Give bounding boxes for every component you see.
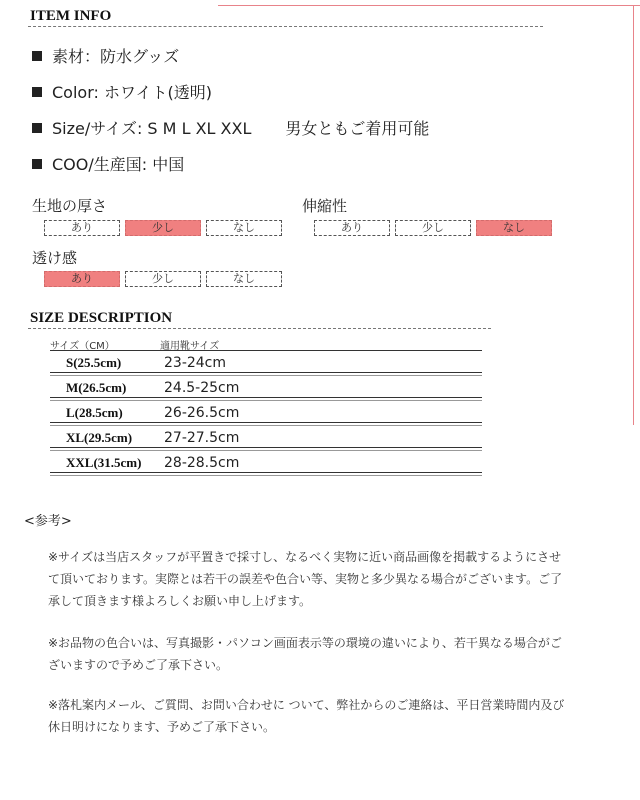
thickness-label: 生地の厚さ xyxy=(32,197,108,215)
size-cell: XL(29.5cm) xyxy=(66,430,133,445)
shoe-size-cell: 26-26.5cm xyxy=(164,405,240,421)
info-row-origin: COO/生産国: 中国 xyxy=(32,152,184,175)
size-table-row xyxy=(50,452,482,477)
size-table-row xyxy=(50,352,482,377)
size-table-row xyxy=(50,377,482,402)
size-description-divider xyxy=(28,328,491,329)
transparency-option-none: なし xyxy=(206,271,282,287)
stretch-option-little: 少し xyxy=(395,220,471,236)
info-row-material: 素材：防水グッズ xyxy=(32,44,179,67)
stretch-label: 伸縮性 xyxy=(302,197,348,215)
bullet-icon xyxy=(32,123,42,133)
reference-note-sizing: ※サイズは当店スタッフが平置きで採寸し、なるべく実物に近い商品画像を掲載するようにさせて頂いております。実際とは若干の誤差や色合い等、実物と多少異なる場合がございます。ご了承して頂きます様よろしくお願い申し上げます。 xyxy=(48,550,563,608)
thickness-option-none: なし xyxy=(206,220,282,236)
shoe-size-column-header: 適用靴サイズ xyxy=(160,341,220,352)
thickness-option-little: 少し xyxy=(125,220,201,236)
reference-note-color: ※お品物の色合いは、写真撮影・パソコン画面表示等の環境の違いにより、若干異なる場合がございますので予めご了承下さい。 xyxy=(48,636,562,672)
bullet-icon xyxy=(32,159,42,169)
info-row-size: Size/サイズ: S M L XL XXL 男女ともご着用可能 xyxy=(32,116,429,139)
reference-note-contact: ※落札案内メール、ご質問、お問い合わせに ついて、弊社からのご連絡は、平日営業時間内及び休日明けになります、予めご了承下さい。 xyxy=(48,698,565,734)
stretch-option-yes: あり xyxy=(314,220,390,236)
transparency-option-little: 少し xyxy=(125,271,201,287)
shoe-size-cell: 24.5-25cm xyxy=(164,380,240,396)
transparency-label: 透け感 xyxy=(32,249,78,267)
shoe-size-cell: 28-28.5cm xyxy=(164,455,240,471)
size-table-header-line xyxy=(50,350,482,351)
size-cell: S(25.5cm) xyxy=(66,355,122,370)
stretch-option-none: なし xyxy=(476,220,552,236)
reference-heading: <参考> xyxy=(24,514,72,529)
decorative-frame-top xyxy=(218,5,640,6)
shoe-size-cell: 27-27.5cm xyxy=(164,430,240,446)
size-cell: XXL(31.5cm) xyxy=(66,455,142,470)
bullet-icon xyxy=(32,87,42,97)
thickness-option-yes: あり xyxy=(44,220,120,236)
transparency-option-yes: あり xyxy=(44,271,120,287)
size-description-title: SIZE DESCRIPTION xyxy=(30,310,173,326)
decorative-frame-right xyxy=(633,5,634,425)
size-table-row xyxy=(50,402,482,427)
size-unisex-note: 男女ともご着用可能 xyxy=(285,119,430,138)
size-column-header: サイズ（CM） xyxy=(50,341,115,352)
shoe-size-cell: 23-24cm xyxy=(164,355,227,371)
item-info-title: ITEM INFO xyxy=(30,8,112,24)
bullet-icon xyxy=(32,51,42,61)
size-cell: M(26.5cm) xyxy=(66,380,127,395)
info-row-color: Color: ホワイト(透明) xyxy=(32,80,212,103)
item-info-divider xyxy=(28,26,543,27)
size-cell: L(28.5cm) xyxy=(66,405,123,420)
size-table-row xyxy=(50,427,482,452)
